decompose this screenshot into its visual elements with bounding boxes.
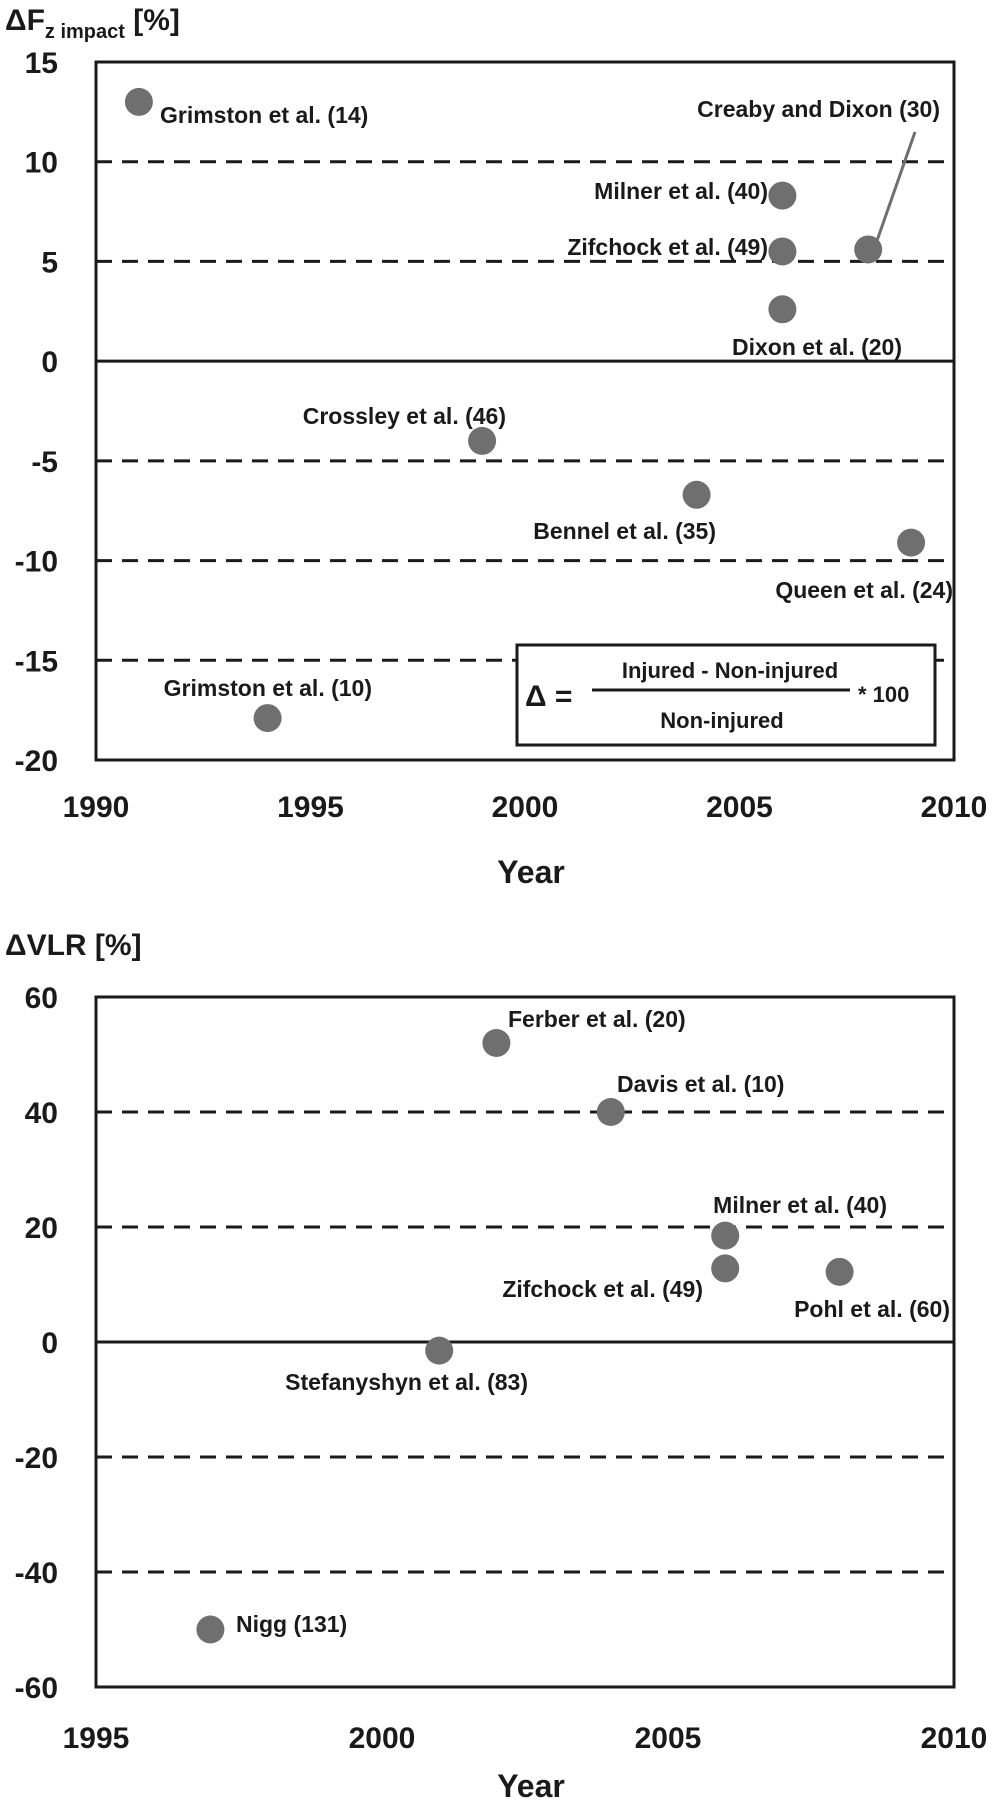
formula-multiplier: * 100 [858,682,910,707]
point-label-zifchock-49: Zifchock et al. (49) [567,234,768,260]
point-label-zifchock-49-vlr: Zifchock et al. (49) [502,1276,703,1302]
point-label-pohl-60: Pohl et al. (60) [794,1296,950,1322]
data-point-vlr-6 [196,1616,224,1644]
x-tick-label-fz: 2000 [491,791,559,824]
point-label-nigg-131: Nigg (131) [236,1611,348,1637]
data-point-fz-4 [854,235,882,263]
y-tick-label-fz: -5 [31,445,58,479]
y-tick-label-fz: -10 [14,545,58,579]
point-label-queen-24: Queen et al. (24) [775,577,953,603]
x-axis-title-vlr: Year [497,1768,565,1800]
y-tick-label-vlr: 0 [41,1327,58,1360]
x-axis-title-fz: Year [497,854,565,890]
y-tick-label-fz: -20 [14,745,58,778]
y-tick-label-fz: 0 [41,346,58,380]
point-label-creaby-dixon-30: Creaby and Dixon (30) [697,96,940,122]
y-axis-title-vlr: ΔVLR [%] [5,929,142,962]
point-label-milner-40-vlr: Milner et al. (40) [713,1192,887,1218]
data-point-vlr-3 [711,1254,739,1282]
x-tick-label-vlr: 1995 [62,1722,130,1755]
data-point-fz-2 [768,237,796,265]
data-point-fz-6 [683,481,711,509]
point-label-grimston-10: Grimston et al. (10) [163,675,372,701]
y-tick-label-fz: -15 [14,645,58,679]
data-point-vlr-4 [826,1258,854,1286]
chart-fz-impact [5,4,987,890]
data-point-vlr-2 [711,1222,739,1250]
point-label-grimston-14: Grimston et al. (14) [160,102,369,128]
data-point-fz-3 [768,295,796,323]
point-label-crossley-46: Crossley et al. (46) [302,403,506,429]
x-tick-label-vlr: 2010 [920,1722,988,1755]
formula-numerator: Injured - Non-injured [621,658,839,683]
y-tick-label-vlr: -40 [14,1557,58,1590]
point-label-stefanyshyn-83: Stefanyshyn et al. (83) [285,1369,528,1395]
data-point-fz-1 [768,182,796,210]
y-tick-label-fz: 10 [24,146,58,180]
y-tick-label-vlr: 60 [24,982,58,1015]
y-tick-label-fz: 5 [41,246,58,280]
point-label-davis-10: Davis et al. (10) [617,1071,785,1097]
point-label-bennel-35: Bennel et al. (35) [533,518,716,544]
y-tick-label-fz: 15 [24,47,58,80]
x-tick-label-vlr: 2005 [634,1722,702,1755]
y-tick-label-vlr: -60 [14,1672,58,1705]
point-label-milner-40: Milner et al. (40) [594,178,768,204]
y-tick-label-vlr: 20 [24,1212,58,1245]
data-point-vlr-5 [425,1337,453,1365]
y-tick-label-vlr: -20 [14,1442,58,1475]
x-tick-label-vlr: 2000 [348,1722,416,1755]
data-point-fz-0 [125,88,153,116]
point-label-dixon-20: Dixon et al. (20) [732,334,902,360]
data-point-vlr-0 [482,1029,510,1057]
formula-denominator: Non-injured [660,708,784,733]
x-tick-label-fz: 2010 [920,791,988,824]
point-label-ferber-20: Ferber et al. (20) [508,1006,686,1032]
data-point-fz-5 [468,427,496,455]
data-point-fz-8 [254,704,282,732]
data-point-vlr-1 [597,1098,625,1126]
y-tick-label-vlr: 40 [24,1097,58,1130]
chart-vlr [5,929,987,1800]
y-axis-title-fz: $\Delta F_{z impact}$ [%] [5,4,180,43]
x-tick-label-fz: 2005 [706,791,773,824]
leader-creaby-dixon [872,132,915,255]
x-tick-label-fz: 1995 [277,791,344,824]
formula-lhs: Δ = [525,680,573,713]
x-tick-label-fz: 1990 [62,791,130,824]
formula-box [517,645,935,745]
data-point-fz-7 [897,529,925,557]
